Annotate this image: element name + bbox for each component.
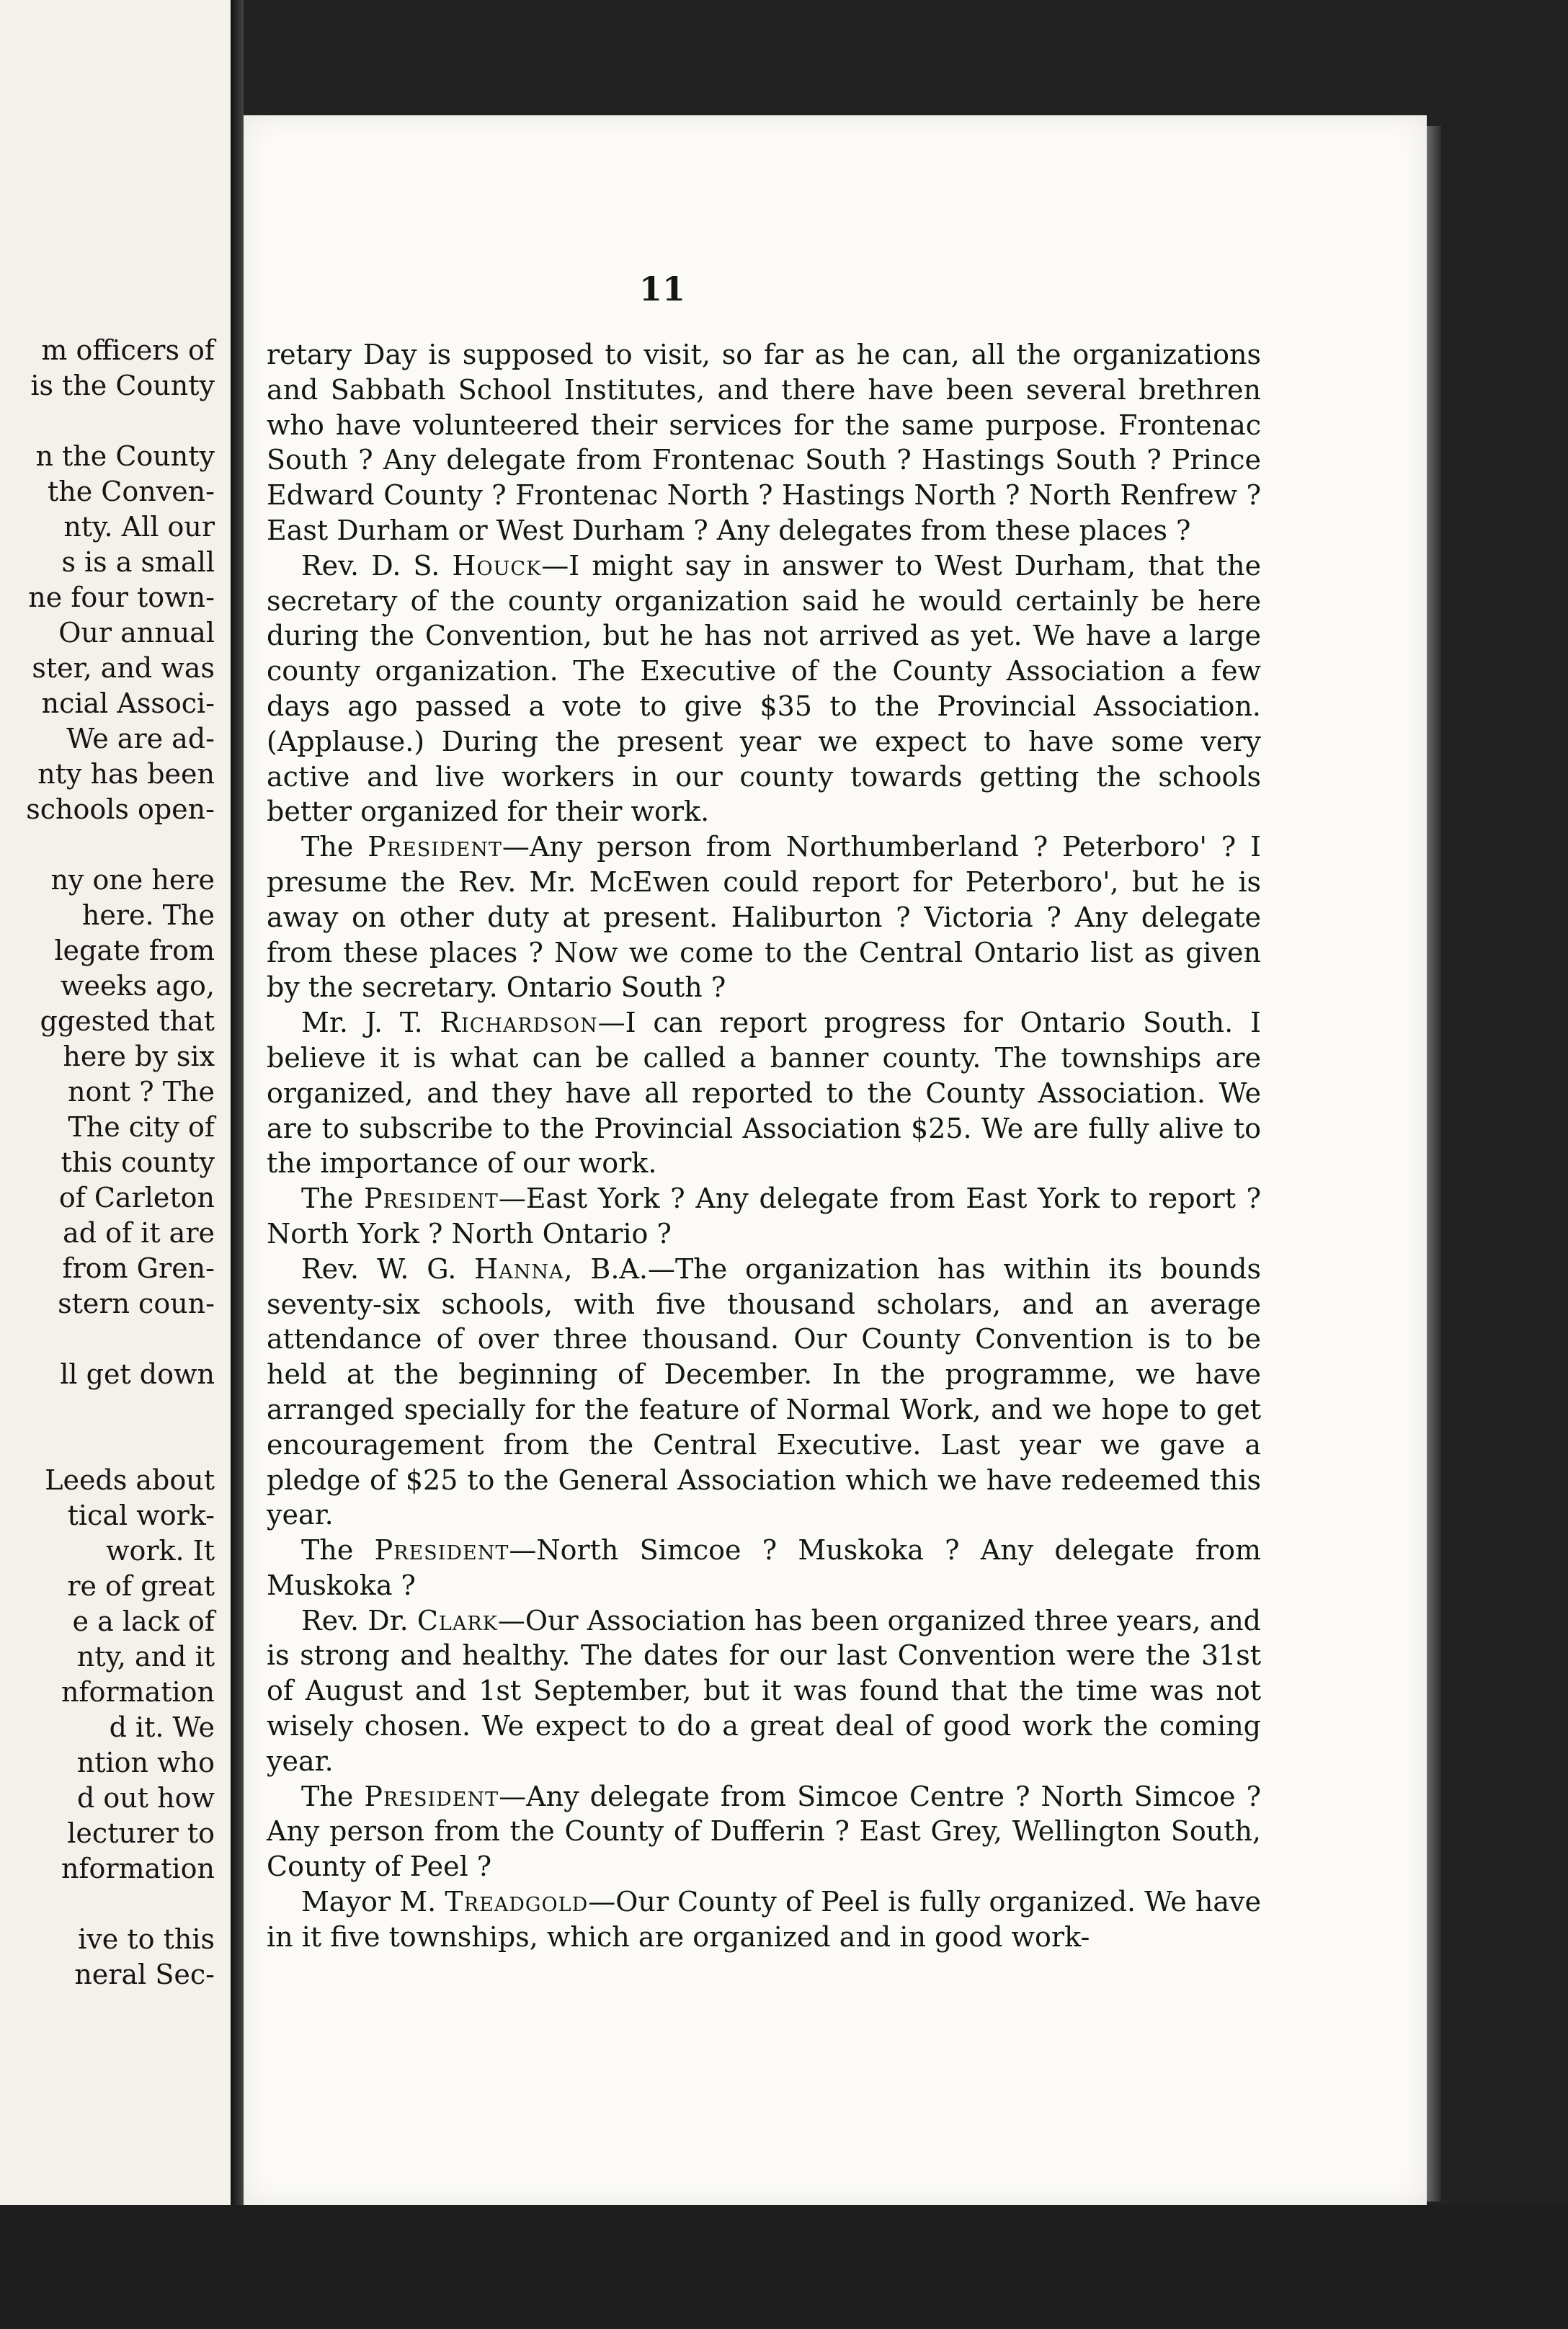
left-page-line: d it. We bbox=[109, 1711, 215, 1743]
left-page-line: m officers of bbox=[41, 334, 215, 366]
left-page-line: this county bbox=[61, 1146, 215, 1178]
paragraph bbox=[267, 548, 1261, 829]
paragraph-text: —I might say in answer to West Durham, that the secretary of the county organization said he would certainly be here during the Convention, but he has not arrived as yet. We have a large county organization. The Executive of the County Association a few days ago passed a vote to give $35 to the Provincial Association. (Applause.) During the present year we expect to have some very active and live workers in our county towards getting the schools better organized for their work. bbox=[267, 549, 1262, 828]
left-page-line: n the County bbox=[35, 440, 215, 472]
left-page-line: Leeds about bbox=[45, 1464, 215, 1496]
left-page-line: ne four town- bbox=[28, 582, 215, 613]
paragraph bbox=[267, 1884, 1261, 1955]
paragraph-text: —I can report progress for Ontario South. I believe it is what can be called a banner county. The townships are organized, and they have all reported to the County Association. We are to subscribe to the Provincial Association $25. We are fully alive to the importance of our work. bbox=[267, 1007, 1261, 1180]
paragraph bbox=[267, 829, 1261, 1005]
left-page-blank-line bbox=[0, 1392, 215, 1428]
speaker-prefix: Mr. J. T. bbox=[301, 1007, 440, 1039]
left-page-line: ny one here bbox=[50, 864, 215, 896]
paragraph bbox=[267, 1252, 1261, 1533]
left-page-line: ntion who bbox=[76, 1747, 215, 1778]
left-page-line: schools open- bbox=[26, 793, 215, 825]
left-page-blank-line bbox=[0, 1322, 215, 1357]
left-page-line: ive to this bbox=[78, 1923, 215, 1955]
paragraph-text: retary Day is supposed to visit, so far as he can, all the organizations and Sabbath School Institutes, and there have been several brethren who have volunteered their services for the same purpose. Frontenac South ? Any delegate from Frontenac South ? Hastings South ? Prince Edward County ? Frontenac North ? Hastings North ? North Renfrew ? East Durham or West Durham ? Any delegates from these places ? bbox=[267, 339, 1261, 546]
speaker-name: Houck bbox=[452, 549, 542, 582]
left-facing-page bbox=[0, 0, 235, 2205]
left-page-line: weeks ago, bbox=[60, 970, 215, 1002]
speaker-prefix: Rev. D. S. bbox=[301, 549, 453, 582]
left-page-line: d out how bbox=[77, 1782, 215, 1814]
left-page-line: ll get down bbox=[60, 1358, 215, 1390]
left-page-line: lecturer to bbox=[67, 1817, 215, 1849]
left-page-line: nformation bbox=[61, 1676, 215, 1708]
paragraph-text: —Any person from Northumberland ? Peterboro' ? I presume the Rev. Mr. McEwen could report for Peterboro', but he is away on other duty at present. Haliburton ? Victoria ? Any delegate from these places ? Now we come to the Central Ontario list as given by the secretary. Ontario South ? bbox=[267, 831, 1262, 1004]
left-page-line: tical work- bbox=[67, 1500, 215, 1531]
left-page-line: work. It bbox=[105, 1535, 215, 1567]
speaker-prefix: The bbox=[301, 1183, 365, 1215]
left-page-line: nty. All our bbox=[63, 511, 215, 543]
paragraph-text: —East York ? Any delegate from East York to report ? North York ? North Ontario ? bbox=[267, 1183, 1262, 1250]
speaker-prefix: The bbox=[301, 1534, 375, 1567]
left-page-line: ster, and was bbox=[32, 652, 215, 684]
left-page-blank-line bbox=[0, 1887, 215, 1922]
left-page-line: Our annual bbox=[58, 617, 215, 649]
left-page-line: here. The bbox=[81, 899, 215, 931]
paragraph bbox=[267, 337, 1261, 548]
left-page-line: The city of bbox=[68, 1111, 215, 1143]
paragraph-text: , B.A.—The organization has within its bounds seventy-six schools, with five thousand scholars, and an average attendance of over three thousand. Our County Convention is to be held at the beginning of December. In the programme, we have arranged specially for the feature of Normal Work, and we hope to get encouragement from the Central Executive. Last year we gave a pledge of $25 to the General Association which we have redeemed this year. bbox=[267, 1252, 1262, 1531]
page-edge-shadow bbox=[1427, 126, 1441, 2201]
left-page-line: ad of it are bbox=[63, 1217, 215, 1249]
paragraph bbox=[267, 1779, 1261, 1884]
speaker-name: President bbox=[364, 1183, 499, 1215]
speaker-name: Treadgold bbox=[445, 1886, 589, 1918]
left-page-line: of Carleton bbox=[58, 1182, 215, 1214]
left-page-line: nformation bbox=[61, 1853, 215, 1884]
speaker-name: President bbox=[364, 1780, 499, 1812]
left-page-line: from Gren- bbox=[62, 1252, 215, 1284]
speaker-name: President bbox=[374, 1534, 509, 1567]
right-page bbox=[244, 115, 1427, 2205]
speaker-prefix: Rev. W. G. bbox=[301, 1252, 475, 1285]
left-page-line: stern coun- bbox=[58, 1288, 215, 1319]
left-page-blank-line bbox=[0, 827, 215, 863]
left-page-blank-line bbox=[0, 1428, 215, 1463]
left-page-text-fragments bbox=[0, 333, 215, 1992]
speaker-prefix: Mayor M. bbox=[301, 1886, 445, 1918]
paragraph-text: —Our County of Peel is fully organized. We have in it five townships, which are organized and in good work- bbox=[267, 1886, 1261, 1953]
paragraph bbox=[267, 1603, 1261, 1779]
left-page-line: nty, and it bbox=[76, 1641, 215, 1673]
paragraph-text: —Any delegate from Simcoe Centre ? North Simcoe ? Any person from the County of Dufferin ? East Grey, Wellington South, County of Peel ? bbox=[267, 1780, 1261, 1883]
left-page-line: ggested that bbox=[40, 1005, 215, 1037]
left-page-line: We are ad- bbox=[66, 723, 215, 754]
left-page-line: s is a small bbox=[61, 546, 215, 578]
body-text bbox=[267, 337, 1261, 1955]
left-page-line: the Conven- bbox=[47, 476, 215, 507]
paragraph bbox=[267, 1181, 1261, 1252]
left-page-line: re of great bbox=[67, 1570, 215, 1602]
speaker-name: Clark bbox=[416, 1604, 498, 1636]
left-page-blank-line bbox=[0, 404, 215, 439]
paragraph bbox=[267, 1533, 1261, 1603]
left-page-line: is the County bbox=[30, 370, 215, 401]
speaker-prefix: Rev. Dr. bbox=[301, 1604, 417, 1636]
left-page-line: ncial Associ- bbox=[41, 687, 215, 719]
left-page-line: here by six bbox=[63, 1041, 215, 1072]
page-number: 11 bbox=[638, 270, 685, 308]
left-page-line: nont ? The bbox=[68, 1076, 215, 1108]
speaker-name: Hanna bbox=[474, 1252, 564, 1285]
scan-bottom-margin bbox=[0, 2205, 1568, 2329]
paragraph bbox=[267, 1005, 1261, 1181]
speaker-prefix: The bbox=[301, 831, 368, 863]
speaker-prefix: The bbox=[301, 1780, 365, 1812]
book-gutter bbox=[231, 0, 244, 2329]
left-page-line: e a lack of bbox=[72, 1606, 215, 1637]
paragraph-text: —Our Association has been organized three years, and is strong and healthy. The dates for our last Convention were the 31st of August and 1st September, but it was found that the time was not wisely chosen. We expect to do a great deal of good work the coming year. bbox=[267, 1604, 1261, 1777]
left-page-line: nty has been bbox=[37, 758, 215, 790]
speaker-name: President bbox=[368, 831, 502, 863]
left-page-line: neral Sec- bbox=[74, 1959, 215, 1990]
left-page-line: legate from bbox=[54, 935, 215, 966]
paragraph-text: —North Simcoe ? Muskoka ? Any delegate from Muskoka ? bbox=[267, 1534, 1261, 1601]
speaker-name: Richardson bbox=[440, 1007, 598, 1039]
